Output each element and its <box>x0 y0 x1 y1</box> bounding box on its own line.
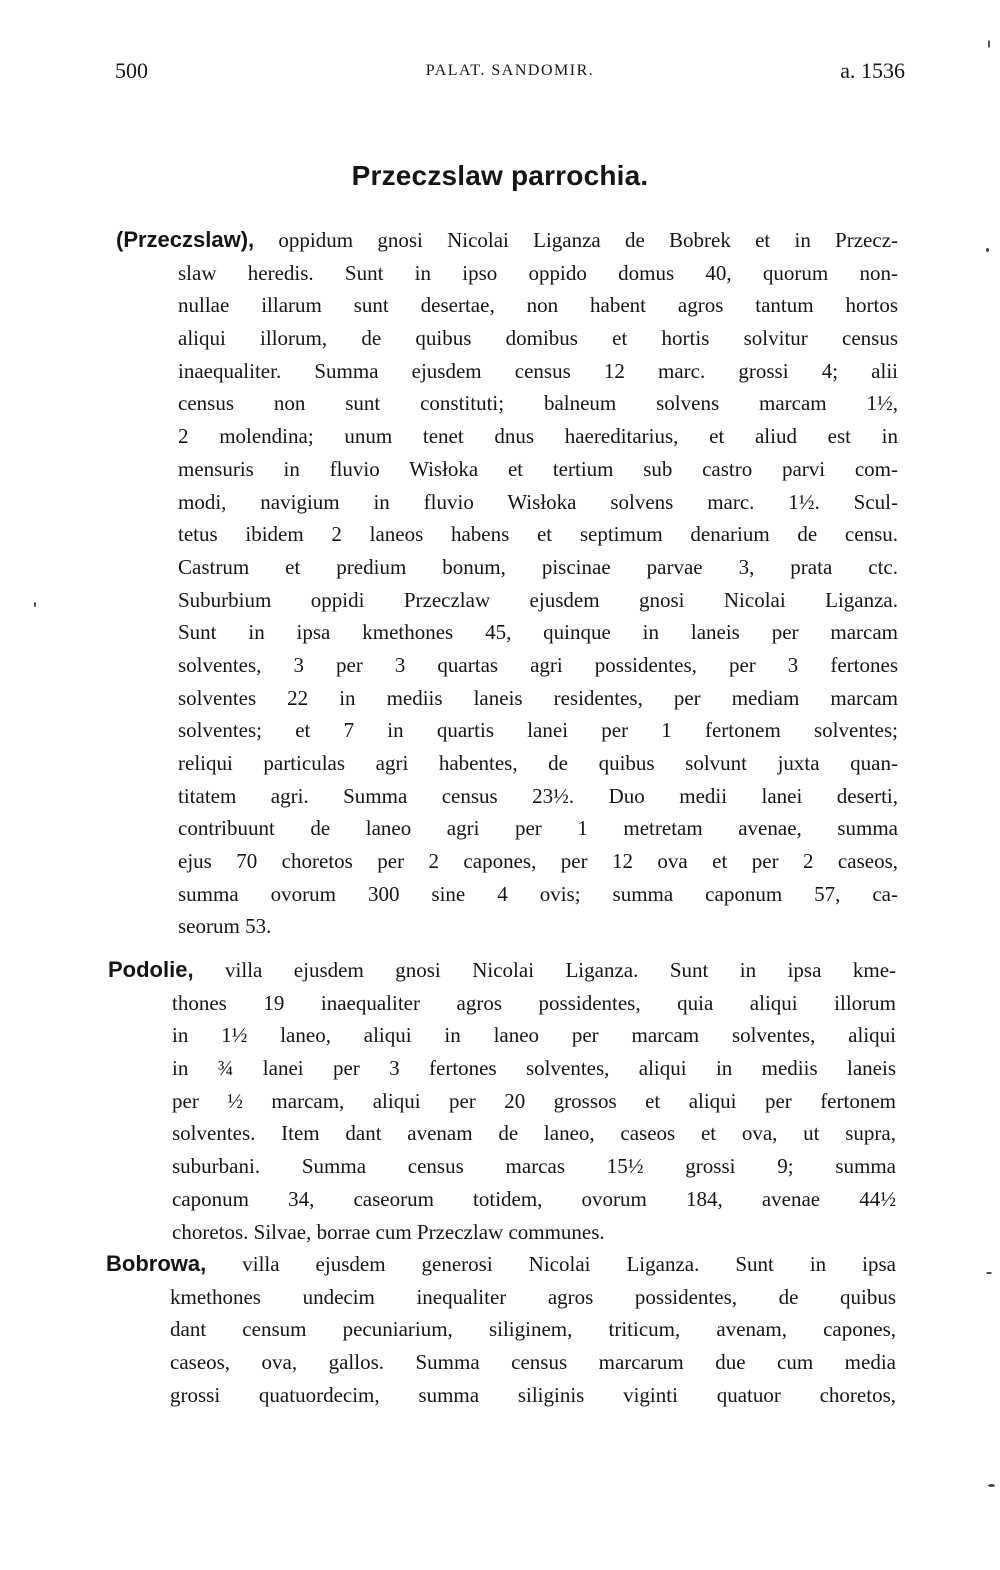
entry-text: villa ejusdem generosi Nicolai Liganza. Sunt in ipsa <box>242 1252 897 1276</box>
entry-line: reliqui particulas agri habentes, de quibus solvunt juxta quan- <box>178 751 898 775</box>
entry-line: titatem agri. Summa census 23½. Duo medii lanei deserti, <box>178 783 898 808</box>
entry-line: solventes. Item dant avenam de laneo, caseos et ova, ut supra, <box>172 1121 896 1146</box>
entry-line: Suburbium oppidi Przeczlaw ejusdem gnosi Nicolai Liganza. <box>178 587 898 612</box>
entry-line: inaequaliter. Summa ejusdem census 12 marc. grossi 4; alii <box>178 358 898 383</box>
entry-line: nullae illarum sunt desertae, non habent agros tantum hortos <box>178 293 898 318</box>
entry-line: slaw heredis. Sunt in ipso oppido domus 40, quorum non- <box>178 260 898 285</box>
lemma: Bobrowa, <box>106 1251 207 1276</box>
entry-line: contribuunt de laneo agri per 1 metretam avenae, summa <box>178 816 898 841</box>
entry-bobrowa <box>106 1248 897 1411</box>
running-title: PALAT. SANDOMIR. <box>425 62 595 79</box>
running-head <box>115 58 905 88</box>
lemma: (Przeczslaw), <box>116 227 255 252</box>
entry-line: choretos. Silvae, borrae cum Przeczlaw communes. <box>172 1219 605 1244</box>
entry-line: in 1½ laneo, aliqui in laneo per marcam solventes, aliqui <box>172 1023 896 1048</box>
entry-line: solventes; et 7 in quartis lanei per 1 fertonem solventes; <box>178 718 898 743</box>
entry-line: solventes, 3 per 3 quartas agri possidentes, per 3 fertones <box>178 652 898 677</box>
entry-przeczslaw <box>116 224 899 943</box>
entry-line <box>106 1248 896 1281</box>
entry-line <box>116 224 898 257</box>
scan-speck <box>988 40 990 48</box>
scan-speck <box>988 1484 995 1487</box>
entry-line: Castrum et predium bonum, piscinae parvae 3, prata ctc. <box>178 554 898 579</box>
entry-text: oppidum gnosi Nicolai Liganza de Bobrek et in Przecz- <box>278 228 899 252</box>
entry-line: per ½ marcam, aliqui per 20 grossos et aliqui per fertonem <box>172 1088 896 1113</box>
entry-text: villa ejusdem gnosi Nicolai Liganza. Sunt in ipsa kme- <box>225 958 897 982</box>
entry-line: caponum 34, caseorum totidem, ovorum 184, avenae 44½ <box>172 1186 896 1211</box>
scan-speck <box>986 248 989 252</box>
scan-speck <box>34 602 36 607</box>
entry-line: grossi quatuordecim, summa siliginis viginti quatuor choretos, <box>170 1382 896 1407</box>
entry-line: caseos, ova, gallos. Summa census marcarum due cum media <box>170 1350 896 1375</box>
entry-line: kmethones undecim inequaliter agros possidentes, de quibus <box>170 1284 896 1309</box>
entry-line: suburbani. Summa census marcas 15½ grossi 9; summa <box>172 1154 896 1179</box>
entry-line: solventes 22 in mediis laneis residentes, per mediam marcam <box>178 685 898 710</box>
entry-line: dant censum pecuniarium, siliginem, triticum, avenam, capones, <box>170 1317 896 1342</box>
entry-line: thones 19 inaequaliter agros possidentes, quia aliqui illorum <box>172 990 896 1015</box>
entry-line: seorum 53. <box>178 914 272 939</box>
entry-line: modi, navigium in fluvio Wisłoka solvens marc. 1½. Scul- <box>178 489 898 514</box>
entry-line: tetus ibidem 2 laneos habens et septimum denarium de censu. <box>178 522 898 547</box>
scan-speck <box>986 1272 992 1274</box>
entry-line: census non sunt constituti; balneum solvens marcam 1½, <box>178 391 898 416</box>
entry-line: aliqui illorum, de quibus domibus et hortis solvitur census <box>178 326 898 351</box>
entry-line: 2 molendina; unum tenet dnus haereditarius, et aliud est in <box>178 424 898 449</box>
entry-line: ejus 70 choretos per 2 capones, per 12 ova et per 2 caseos, <box>178 849 898 874</box>
page-number: 500 <box>115 58 148 83</box>
lemma: Podolie, <box>108 957 194 982</box>
entry-podolie <box>108 954 897 1248</box>
entry-line: summa ovorum 300 sine 4 ovis; summa caponum 57, ca- <box>178 881 898 906</box>
entry-line <box>108 954 896 987</box>
entry-line: in ¾ lanei per 3 fertones solventes, aliqui in mediis laneis <box>172 1056 896 1081</box>
entry-line: Sunt in ipsa kmethones 45, quinque in laneis per marcam <box>178 620 898 645</box>
year-label: a. 1536 <box>840 58 905 83</box>
entry-line: mensuris in fluvio Wisłoka et tertium sub castro parvi com- <box>178 456 898 481</box>
section-title: Przeczslaw parrochia. <box>351 160 649 191</box>
